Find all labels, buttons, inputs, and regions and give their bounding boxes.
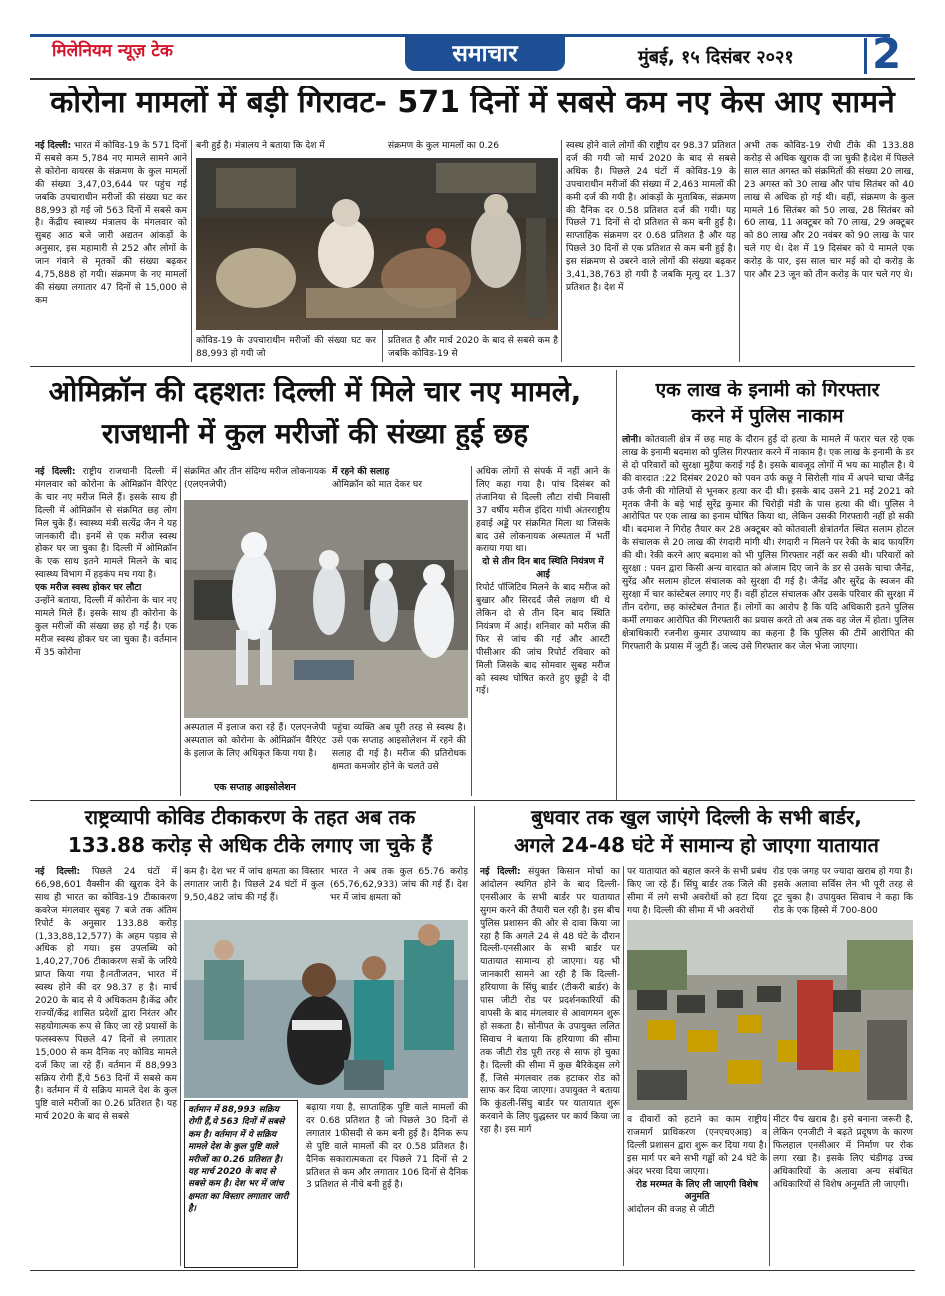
story1-dateline: नई दिल्ली:: [35, 141, 72, 151]
rule: [474, 806, 475, 1268]
rule: [739, 140, 740, 362]
story5-column-1: [480, 866, 620, 1266]
story1-text-col1: भारत में कोविड-19 के 571 दिनों में सबसे कम 5,784 नए मामले सामने आने से कोरोना वायरस के संक्रमण के कुल मामलों की संख्या 3,47,03,644 पर पहुंच गई जबकि उपचाराधीन मरीजों की संख्या घट कर 88,993 हो गई जो 563 दिनों में सबसे कम है। केंद्रीय स्वास्थ्य मंत्रालय के मंगलवार को सुबह आठ बजे जारी अद्यतन आंकड़ों के अनुसार, इस महामारी से 252 और लोगों के जान गंवाने से मृतकों की संख्या बढ़कर 4,75,888 हो गयी। संक्रमण के नए मामलों की संख्या लगातार 47 दिनों से 15,000 से कम: [35, 141, 187, 306]
rule: [382, 330, 383, 362]
story2-column-1: [35, 466, 177, 818]
story2-column-2-bottom: अस्पताल में इलाज करा रहे हैं। एलएनजेपी अस्पताल को कोरोना के ओमिक्रॉन वैरिएंट के इलाज के लिए अधिकृत किया गया है।: [184, 723, 326, 759]
dateline: मुंबई, १५ दिसंबर २०२१: [638, 47, 794, 68]
rule: [30, 800, 915, 801]
section-title: समाचार: [452, 41, 518, 67]
story2-column-3-bottom: पहुंचा व्यक्ति अब पूरी तरह से स्वस्थ है। उसे एक सप्ताह आइसोलेशन में रहने की सलाह दी गई है। मरीज की प्रतिरोधक क्षमता कमजोर होने के चलते उसे: [332, 723, 466, 772]
masthead: [0, 0, 945, 84]
story5-subhead-1: रोड मरम्मत के लिए ली जाएगी विशेष अनुमति: [636, 1179, 758, 1203]
rule: [471, 466, 472, 796]
rule: [623, 866, 624, 1266]
story4-column-2-top: कम है। देश भर में जांच क्षमता का विस्तार लगातार जारी है। पिछले 24 घंटों में कुल 9,50,482 जांच की गई हैं।: [184, 867, 324, 903]
story2-subhead-1: एक मरीज स्वस्थ होकर घर लौटा: [35, 583, 142, 594]
story2-subhead-isolation: में रहने की सलाह: [332, 467, 390, 477]
story4-callout-text: वर्तमान में 88,993 सक्रिय रोगी हैं,ये 563 दिनों में सबसे कम है। वर्तमान में ये सक्रिय मामले देश के कुल पुष्टि वाले मरीजों का 0.26 प्रतिशत है। यह मार्च 2020 के बाद से सबसे कम है। देश भर में जांच क्षमता का विस्तार लगातार जारी है।: [188, 1105, 289, 1215]
rule: [180, 466, 181, 796]
story2-subhead-2: एक सप्ताह आइसोलेशन: [214, 782, 296, 793]
rule: [616, 370, 617, 800]
story4-column-1: [35, 866, 177, 1266]
story3-body: कोतवाली क्षेत्र में छह माह के दौरान हुई दो हत्या के मामले में फरार चल रहे एक लाख के इनामी बदमाश को पुलिस गिरफ्तार करने में नाकाम है। एक लाख के इनामी के डर से दो परिवारों को सुरक्षा मुहैया कराई गई है। इसके बावजूद लोगों में भय का माहौल है। ये की वारदात :22 दिसंबर 2020 को पवन उर्फ कछू ने सिरोली गांव में अपने चाचा जैनेंद्र उर्फ जैनी की गोलियों से भूनकर हत्या कर दी थी। इसके बाद उसने 21 मई 2021 को मृतक जैनी के बड़े भाई सुरेंद्र कुमार की चिरोड़ी मंडी के पास हत्या की थी। पुलिस ने आरोपित पर एक लाख का इनाम घोषित किया था, लेकिन उसकी गिरफ्तारी नहीं हो सकी थी। बदमाश ने गिरोह तैयार कर 28 अक्टूबर को कोतवाली क्षेत्रांतर्गत स्थित सलाम होटल के संचालक से 20 लाख की रंगदारी मांगी थी। रंगदारी न मिलने पर रेकी के बाद फायरिंग की थी। रेकी करने आए बदमाश को भी पुलिस गिरफ्तार नहीं कर सकी थी। परिवारों को सुरक्षा : पवन द्वारा किसी अन्य वारदात को अंजाम दिए जाने के डर से उसके चाचा जैनेंद्र, सुरेंद्र और सलाम होटल संचालक को सुरक्षा दी गई है। जैनेंद्र और सुरेंद्र के स्वजन की सुरक्षा में चार कांस्टेबल लगाए गए हैं। वहीं होटल संचालक और उसके परिवार की सुरक्षा में तीन दरोगा, छह कांस्टेबल तैनात हैं। लोगों का आरोप है कि यदि अधिकारी इतने पुलिस कर्मी लगाकर आरोपित की गिरफ्तारी का प्रयास करते तो अब तक वह जेल में होता। पुलिस क्षेत्राधिकारी रजनीश कुमार उपाध्याय का कहना है कि पुलिस की टीमें आरोपित की गिरफ्तारी के प्रयास में जुटी हैं। जल्द उसे गिरफ्तार कर जेल भेजा जाएगा।: [622, 435, 914, 652]
story5-column-3-bottom: मीटर पैच खराब है। इसे बनाना जरूरी है, लेकिन एनजीटी ने बढ़ते प्रदूषण के कारण फिलहाल एनसीआर में निर्माण पर रोक लगा रखा है। इसके लिए चंडीगढ़ उच्च अधिकारियों के अलावा अन्य संबंधित अधिकारियों से विशेष अनुमति ली जाएगी।: [773, 1115, 913, 1190]
story1-photo-caption: कोविड-19 के उपचाराधीन मरीजों की संख्या घट कर 88,993 हो गयी जो: [196, 336, 376, 359]
story4-callout-box: [184, 1100, 298, 1268]
story3-column: [622, 434, 914, 794]
story4-column-bottom: बढ़ाया गया है, साप्ताहिक पुष्टि वाले मामलों की दर 0.68 प्रतिशत है जो पिछले 30 दिनों से लगातार 1फीसदी से कम बनी हुई है। दैनिक रूप से पुष्टि वाले मामलों की दर 0.58 प्रतिशत है। दैनिक सकारात्मकता दर पिछले 71 दिनों से 2 प्रतिशत से कम और लगातार 106 दिनों से दैनिक 3 प्रतिशत से नीचे बनी हुई है।: [306, 1103, 468, 1191]
story5-column-2-top: पर यातायात को बहाल करने के सभी प्रबंध किए जा रहे हैं। सिंघु बार्डर तक जिले की सीमा में लगे सभी अवरोधों को हटा दिया गया है। दिल्ली की सीमा में भी अवरोधों: [627, 867, 767, 916]
story1-column-3-bottom: प्रतिशत है और मार्च 2020 के बाद से सबसे कम है जबकि कोविड-19 से: [388, 336, 558, 359]
story5-text-col1: संयुक्त किसान मोर्चा का आंदोलन स्थगित होने के बाद दिल्ली-एनसीआर के सभी बार्डर पर यातायात सुगम करने की तैयारी चल रही है। इस बीच पुलिस प्रशासन की ओर से दावा किया जा रहा है कि अगले 24 से 48 घंटे के दौरान दिल्ली-एनसीआर के सभी बार्डर पर यातायात सामान्य हो जाएगा। यह भी जानकारी सामने आ रही है कि दिल्ली-हरियाणा के सिंघु बार्डर (टीकरी बार्डर) के पास जीटी रोड पर प्रदर्शनकारियों की वापसी के बाद मंगलवार से आवागमन शुरू हो सकता है। सोनीपत के उपायुक्त ललित सिवाच ने बताया कि हरियाणा की सीमा तक जीटी रोड पूरी तरह से साफ हो चुका है। दिल्ली की सीमा में कुछ बैरिकेड्स लगे हैं, जिसे मंगलवार तक हटाकर रोड को साफ कर दिया जाएगा। उपायुक्त ने बताया कि कुंडली-सिंघु बार्डर पर यातायात शुरू करवाने के लिए युद्धस्तर पर कार्य किया जा रहा है। इस मार्ग: [480, 867, 620, 1136]
headline-story1: कोरोना मामलों में बड़ी गिरावट- 571 दिनों में सबसे कम नए केस आए सामने: [50, 86, 895, 120]
story5-text-col2-bottom: व दीवारों को हटाने का काम राष्ट्रीय राजमार्ग प्राधिकरण (एनएचएआइ) व दिल्ली प्रशासन द्वारा शुरू कर दिया गया है। इस मार्ग पर बने सभी गड्ढों को 24 घंटे के अंदर भरवा दिया जाएगा।: [627, 1115, 767, 1177]
story1-column-4: स्वस्थ होने वाले लोगों की राष्ट्रीय दर 98.37 प्रतिशत दर्ज की गयी जो मार्च 2020 के बाद से सबसे अधिक है। पिछले 24 घंटों में कोविड-19 के उपचाराधीन मरीजों की संख्या में 2,463 मामलों की कमी दर्ज की गयी है। आंकड़ों के मुताबिक, संक्रमण की दैनिक दर 0.58 प्रतिशत दर्ज की गयी। यह पिछले 71 दिनों से दो प्रतिशत से कम बनी हुई है। साप्ताहिक संक्रमण दर 0.68 प्रतिशत है और यह पिछले 30 दिनों से एक प्रतिशत से कम बनी हुई है। इस संक्रमण से उबरने वाले लोगों की संख्या बढ़कर 3,41,38,763 हो गयी है जबकि मृत्यु दर 1.37 प्रतिशत है। देश में: [566, 141, 736, 293]
story1-column-2-top: बनी हुई है। मंत्रालय ने बताया कि देश में: [196, 141, 325, 151]
story2-column-2-top: संक्रमित और तीन संदिग्ध मरीज लोकनायक (एलएनजेपी): [184, 467, 326, 490]
story1-column-3-top: संक्रमण के कुल मामलों का 0.26: [388, 141, 500, 151]
story2-column-4: [476, 466, 610, 818]
story1-column-5: अभी तक कोविड-19 रोधी टीके की 133.88 करोड़ से अधिक खुराक दी जा चुकी है।देश में पिछले साल सात अगस्त को संक्रमितों की संख्या 20 लाख, 23 अगस्त को 30 लाख और पांच सितंबर को 40 लाख से अधिक हो गई थी। वहीं, संक्रमण के कुल मामले 16 सितंबर को 50 लाख, 28 सितंबर को 60 लाख, 11 अक्टूबर को 70 लाख, 29 अक्टूबर को 80 लाख और 20 नवंबर को 90 लाख के पार चले गए थे। देश में 19 दिसंबर को ये मामले एक करोड़ के पार, इस साल चार मई को दो करोड़ के पार और 23 जून को तीन करोड़ के पार चले गए थे।: [744, 141, 914, 281]
story5-dateline: नई दिल्ली:: [480, 867, 521, 877]
headline-story4-line1: राष्ट्रव्यापी कोविड टीकाकरण के तहत अब तक: [84, 806, 416, 829]
headline-story2-line1: ओमिक्रॉन की दहशतः दिल्ली में मिले चार नए मामले,: [48, 376, 582, 408]
vaccination-image: [184, 920, 468, 1098]
rule: [30, 1270, 915, 1271]
rule: [191, 140, 192, 362]
story5-column-3-top: रोड एक जगह पर ज्यादा खराब हो गया है। इसके अलावा सर्विस लेन भी पूरी तरह से टूट चुका है। उपायुक्त सिवाच ने कहा कि रोड के एक हिस्से में 700-800: [773, 867, 913, 916]
covid-ward-image: [196, 158, 558, 330]
story2-text-col1b: उन्होंने बताया, दिल्ली में कोरोना के चार नए मामले मिले हैं। इसके साथ ही कोरोना के कुल मरीजों की संख्या छह हो गई है। एक मरीज स्वस्थ होकर घर जा चुका है। वर्तमान में 35 कोरोना: [35, 596, 177, 658]
story4-text-col1: पिछले 24 घंटों में 66,98,601 वैक्सीन की खुराक देने के साथ ही भारत का कोविड-19 टीकाकरण कवरेज मंगलवार सुबह 7 बजे तक अंतिम रिपोर्ट के अनुसार 133.88 करोड़ (1,33,88,12,577) के अहम पड़ाव से अधिक हो गया। इस उपलब्धि को 1,40,27,706 टीकाकरण सत्रों के जरिये प्राप्त किया गया है।नतीजतन, भारत में स्वस्थ होने की दर 98.37 ह है। मार्च 2020 के बाद से ये अधिकतम है।केंद्र और राज्यों/केंद्र शासित प्रदेशों द्वारा निरंतर और सहयोगात्मक रूप से किए जा रहे प्रयासों के फलस्वरूप पिछले 47 दिनों से लगातार 15,000 से कम दैनिक नए कोविड मामले दर्ज किए जा रहे हैं। वर्तमान में 88,993 सक्रिय रोगी हैं,ये 563 दिनों में सबसे कम है। वर्तमान में ये सक्रिय मामले देश के कुल पुष्टि वाले मरीजों का 0.26 प्रतिशत है। यह मार्च 2020 के बाद से सबसे: [35, 867, 177, 1123]
story4-column-3-top: भारत ने अब तक कुल 65.76 करोड़ (65,76,62,933) जांच की गई हैं। देश भर में जांच क्षमता को: [330, 867, 468, 903]
page-number: 2: [872, 29, 902, 78]
masthead-bottom-rule: [30, 78, 915, 80]
story4-dateline: नई दिल्ली:: [35, 867, 81, 877]
story1-column-1: [35, 140, 187, 362]
story3-dateline: लोनी।: [622, 435, 642, 445]
headline-story3-line2: करने में पुलिस नाकाम: [691, 406, 844, 427]
rule: [180, 866, 181, 1266]
brand-name: मिलेनियम न्यूज़ टेक: [52, 41, 173, 61]
story2-dateline: नई दिल्ली:: [35, 467, 76, 477]
traffic-jam-photo: [627, 920, 913, 1110]
story2-text-col1: राष्ट्रीय राजधानी दिल्ली में मंगलवार को कोरोना के ओमिक्रॉन वैरिएंट के चार नए मरीज मिले हैं। इसके साथ ही दिल्ली में ओमिक्रॉन से संक्रमित छह लोग मिल चुके हैं। स्वास्थ्य मंत्री सत्येंद्र जैन ने यह जानकारी दी। इनमें से एक मरीज स्वस्थ होकर घर जा चुका है। दिल्ली में ओमिक्रॉन के एक साथ इतने मामले मिलने के बाद स्वास्थ्य विभाग में हड़कंप मच गया है।: [35, 467, 177, 581]
vaccination-photo: [184, 920, 468, 1098]
story2-text-col4: अधिक लोगों से संपर्क में नहीं आने के लिए कहा गया है। पांच दिसंबर को तंजानिया से दिल्ली लौटा रांची निवासी 37 वर्षीय मरीज इंदिरा गांधी अंतरराष्ट्रीय हवाई अड्डे पर संक्रमित मिला था जिसके बाद उसे लोकनायक अस्पताल में भर्ती कराया गया था।: [476, 467, 610, 555]
traffic-jam-image: [627, 920, 913, 1110]
story2-column-3-top: [332, 466, 466, 494]
story2-subhead-3: दो से तीन दिन बाद स्थिति नियंत्रण में आई: [482, 557, 604, 581]
masthead-divider: [864, 38, 867, 74]
headline-story3-line1: एक लाख के इनामी को गिरफ्तार: [655, 380, 880, 401]
story2-text-col4b: रिपोर्ट पॉजिटिव मिलने के बाद मरीज को बुखार और सिरदर्द जैसे लक्षण थी थे लेकिन दो से तीन दिन बाद स्थिति नियंत्रण में आई। शनिवार को मरीज की फिर से जांच की गई और आरटी पीसीआर की जांच रिपोर्ट रविवार को मिली जिसके बाद सोमवार सुबह मरीज को स्वस्थ घोषित करते हुए छुट्टी दे दी गई।: [476, 583, 610, 697]
headline-story5-line2: अगले 24-48 घंटे में सामान्य हो जाएगा यातायात: [514, 834, 879, 857]
rule: [769, 1114, 770, 1266]
headline-story5-line1: बुधवार तक खुल जाएंगे दिल्ली के सभी बार्डर,: [531, 806, 862, 829]
story2-text-col3-top: ओमिक्रॉन को मात देकर घर: [332, 479, 422, 490]
story5-column-2-bottom: [627, 1114, 767, 1266]
section-badge: [405, 37, 565, 71]
headline-story2-line2: राजधानी में कुल मरीजों की संख्या हुई छह: [101, 418, 529, 450]
headline-story4-line2: 133.88 करोड़ से अधिक टीके लगाए जा चुके हैं: [67, 834, 433, 857]
omicron-ward-photo: [184, 500, 468, 718]
omicron-ward-image: [184, 500, 468, 718]
rule: [30, 366, 915, 367]
story5-text-col2-end: आंदोलन की वजह से जीटी: [627, 1205, 715, 1216]
rule: [561, 140, 562, 362]
covid-ward-photo: [196, 158, 558, 330]
